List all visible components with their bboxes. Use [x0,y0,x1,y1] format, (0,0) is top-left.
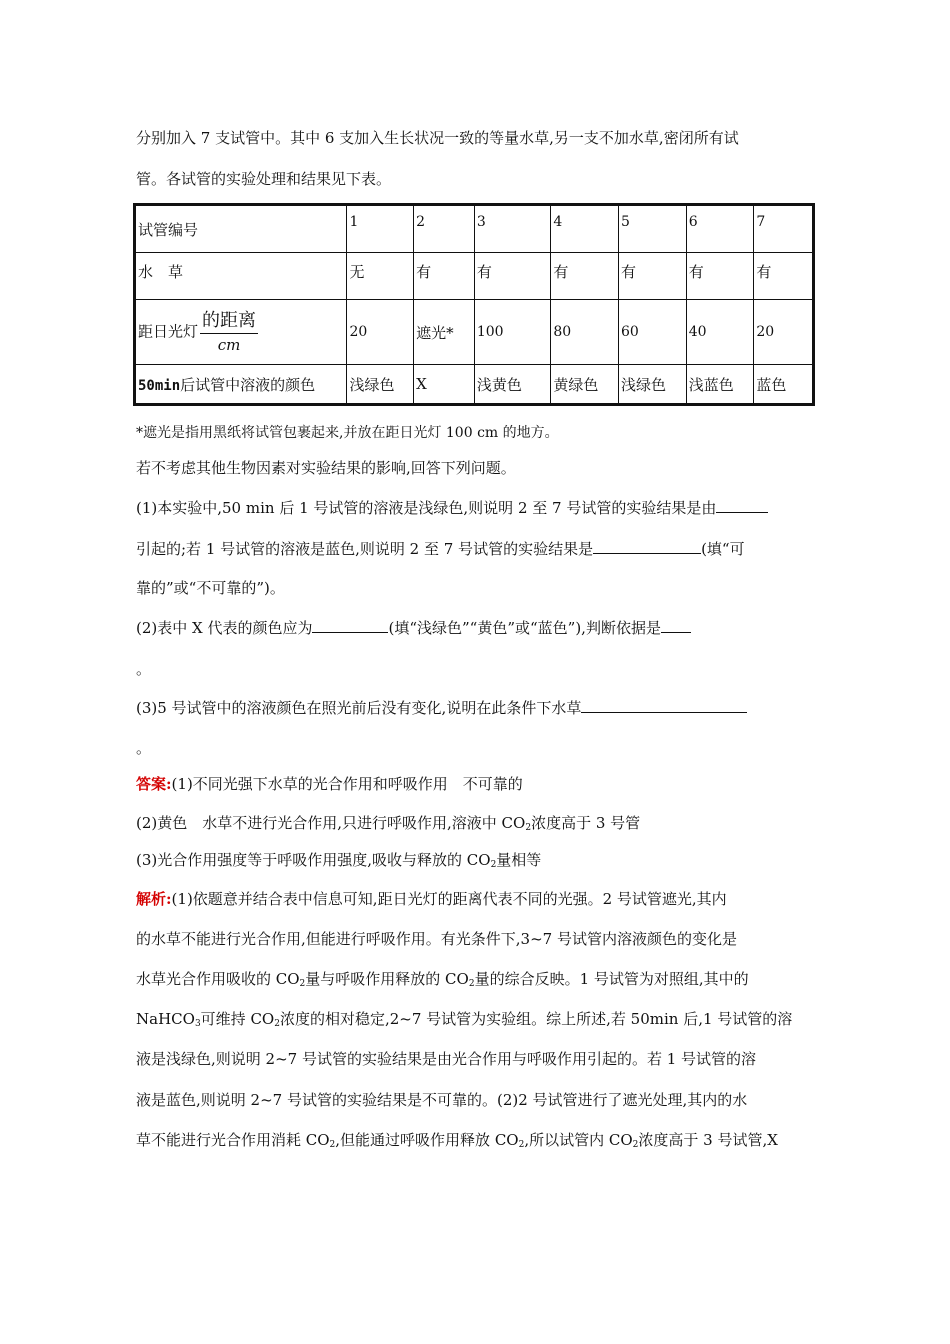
q1-blank-2[interactable] [593,539,701,554]
subscript: 2 [632,1140,639,1150]
subscript: 2 [274,1019,280,1029]
answer-2-pre: (2)黄色 水草不进行光合作用,只进行呼吸作用,溶液中 CO [136,814,526,832]
q2-blank-1[interactable] [312,618,388,633]
q3-text-1: (3)5 号试管中的溶液颜色在照光前后没有变化,说明在此条件下水草 [136,699,582,717]
subscript: 2 [525,823,532,833]
table-cell: 1 [347,205,414,253]
q2-line-1 [136,618,826,638]
analysis-text: 可维持 CO [200,1010,275,1028]
analysis-text: 水草光合作用吸收的 CO [136,970,300,988]
table-cell: 蓝色 [754,365,814,405]
analysis-text: 量的综合反映。1 号试管为对照组,其中的 [474,970,749,988]
table-cell: 6 [686,205,754,253]
table-row-tube-number [135,205,814,253]
analysis-text: ,所以试管内 CO [524,1131,633,1149]
subscript: 2 [490,860,497,870]
table-cell: 浅蓝色 [686,365,754,405]
fraction-numerator: 的距离 [200,309,258,334]
analysis-text: 量与呼吸作用释放的 CO [305,970,469,988]
q1-text-2a: 引起的;若 1 号试管的溶液是蓝色,则说明 2 至 7 号试管的实验结果是 [136,540,594,558]
subscript: 2 [329,1140,336,1150]
table-cell: 5 [619,205,687,253]
analysis-text: 草不能进行光合作用消耗 CO [136,1131,330,1149]
distance-unit-fraction [200,309,258,356]
intro-line-1: 分别加入 7 支试管中。其中 6 支加入生长状况一致的等量水草,另一支不加水草,密闭所有试 [136,129,739,147]
question-intro: 若不考虑其他生物因素对实验结果的影响,回答下列问题。 [136,459,516,477]
intro-line-2: 管。各试管的实验处理和结果见下表。 [136,170,392,188]
analysis-line-2: 的水草不能进行光合作用,但能进行呼吸作用。有光条件下,3~7 号试管内溶液颜色的变化是 [136,930,737,948]
table-cell: 有 [414,253,475,300]
q3-blank-1[interactable] [581,698,747,713]
subscript: 2 [468,979,475,989]
answer-line-2 [136,813,826,833]
answer-line-3 [136,850,826,870]
color-label-rest: 后试管中溶液的颜色 [180,375,316,394]
q3-line-1 [136,698,826,718]
analysis-line-4 [136,1009,826,1029]
analysis-line-1 [136,889,826,909]
analysis-text: 浓度高于 3 号试管,X [638,1131,778,1149]
q1-line-2 [136,539,826,559]
subscript: 3 [194,1019,201,1029]
q3-line-2: 。 [136,739,152,757]
analysis-text: 浓度的相对稳定,2~7 号试管为实验组。综上所述,若 50min 后,1 号试管的溶 [279,1010,793,1028]
table-cell: 80 [551,300,619,365]
answer-3-pre: (3)光合作用强度等于呼吸作用强度,吸收与释放的 CO [136,851,491,869]
table-cell: 无 [347,253,414,300]
q1-text-2b: (填“可 [701,540,745,558]
table-cell: 浅绿色 [347,365,414,405]
experiment-table [133,203,815,406]
table-cell: 20 [347,300,414,365]
table-cell: 有 [474,253,551,300]
row-label [135,365,347,405]
table-cell: 浅黄色 [474,365,551,405]
time-label: 50min [138,377,181,394]
table-cell: 有 [551,253,619,300]
table-cell: 7 [754,205,814,253]
answer-label: 答案: [136,775,172,793]
row-label: 试管编号 [135,205,347,253]
analysis-text: (1)依题意并结合表中信息可知,距日光灯的距离代表不同的光强。2 号试管遮光,其内 [171,890,727,908]
table-cell: 2 [414,205,475,253]
table-footnote: *遮光是指用黑纸将试管包裹起来,并放在距日光灯 100 cm 的地方。 [136,425,559,441]
table-cell: 100 [474,300,551,365]
analysis-line-3 [136,969,826,989]
table-cell: 有 [619,253,687,300]
table-cell: 40 [686,300,754,365]
row-label [135,300,347,365]
analysis-line-7 [136,1130,826,1150]
table-cell: 浅绿色 [619,365,687,405]
table-cell: 黄绿色 [551,365,619,405]
analysis-line-6: 液是蓝色,则说明 2~7 号试管的实验结果是不可靠的。(2)2 号试管进行了遮光处理,其内的水 [136,1091,748,1109]
answer-3-post: 量相等 [496,851,542,869]
q1-line-1 [136,498,826,518]
table-cell: 遮光* [414,300,475,365]
subscript: 2 [518,1140,525,1150]
analysis-text: NaHCO [136,1010,195,1028]
q1-blank-1[interactable] [716,498,768,513]
table-cell: 20 [754,300,814,365]
table-cell: X [414,365,475,405]
table-row-distance [135,300,814,365]
table-cell: 有 [754,253,814,300]
table-row-color [135,365,814,405]
analysis-text: ,但能通过呼吸作用释放 CO [335,1131,519,1149]
subscript: 2 [299,979,306,989]
analysis-line-5: 液是浅绿色,则说明 2~7 号试管的实验结果是由光合作用与呼吸作用引起的。若 1 号试管的溶 [136,1050,757,1068]
analysis-label: 解析: [136,890,172,908]
row-label: 水 草 [135,253,347,300]
q2-line-2: 。 [136,660,152,678]
q2-blank-2[interactable] [661,618,691,633]
table-cell: 3 [474,205,551,253]
q1-line-3: 靠的”或“不可靠的”)。 [136,579,285,597]
answer-line-1 [136,774,826,794]
table-row-waterweed [135,253,814,300]
answer-1: (1)不同光强下水草的光合作用和呼吸作用 不可靠的 [171,775,523,793]
distance-label-prefix: 距日光灯 [138,322,199,340]
q2-text-1a: (2)表中 X 代表的颜色应为 [136,619,313,637]
table-cell: 有 [686,253,754,300]
answer-2-post: 浓度高于 3 号管 [531,814,641,832]
q2-text-1b: (填“浅绿色”“黄色”或“蓝色”),判断依据是 [388,619,661,637]
table-cell: 4 [551,205,619,253]
q1-text-1: (1)本实验中,50 min 后 1 号试管的溶液是浅绿色,则说明 2 至 7 号试管的实验结果是由 [136,499,717,517]
fraction-denominator: cm [217,335,241,354]
table-cell: 60 [619,300,687,365]
